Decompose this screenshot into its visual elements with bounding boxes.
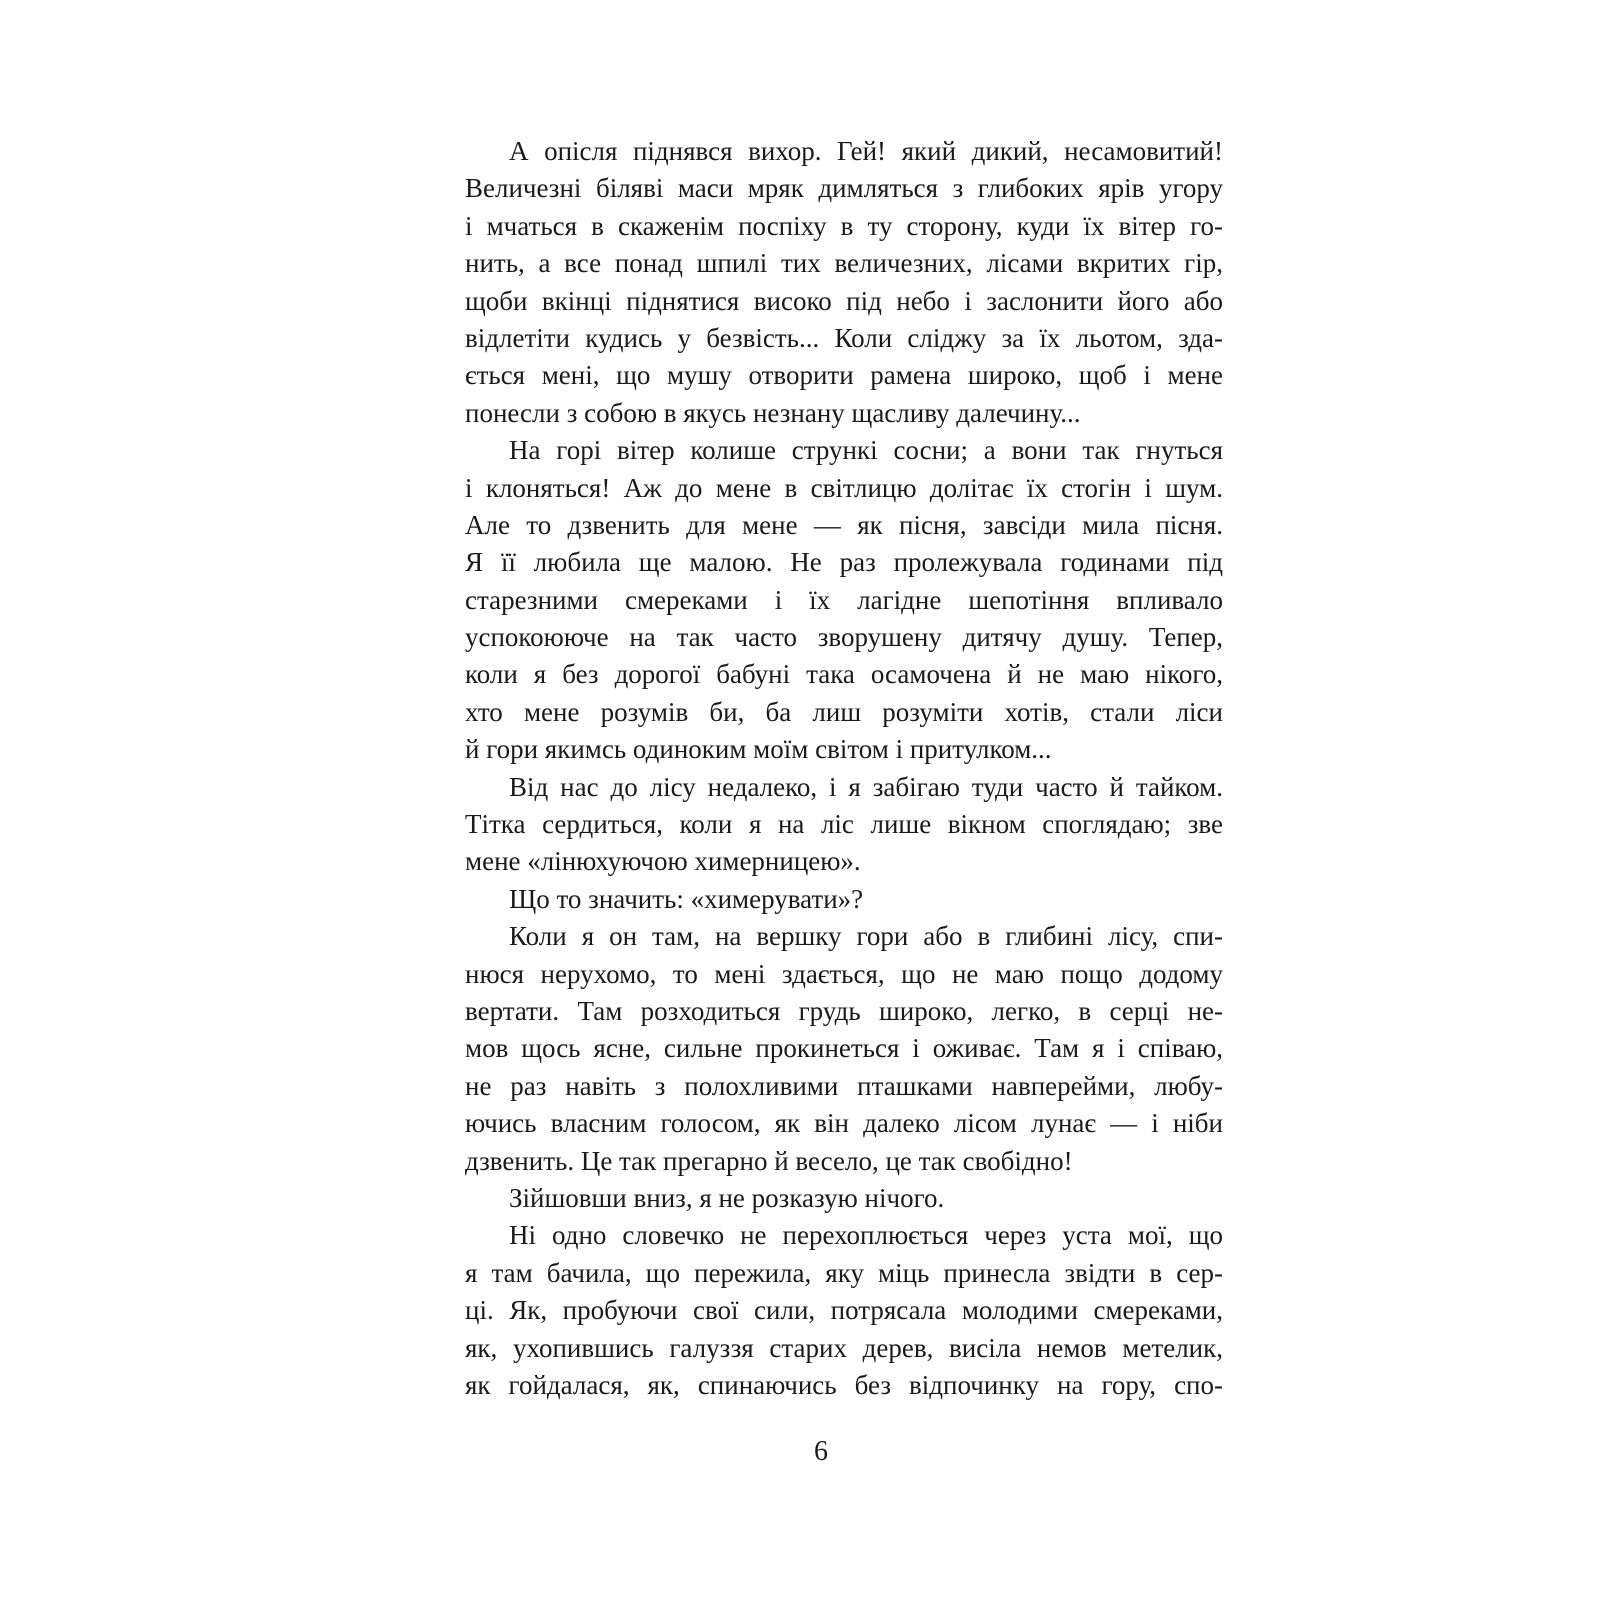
page-number: 6: [814, 1436, 828, 1467]
text-line: На горі вітер колише стрункі сосни; а вони так гнуться: [509, 435, 1223, 466]
text-line: Коли я он там, на вершку гори або в глибині лісу, спи-: [509, 921, 1223, 952]
text-line: ці. Як, пробуючи свої сили, потрясала молодими смереками,: [465, 1295, 1223, 1326]
text-line: й гори якимсь одиноким моїм світом і притулком...: [465, 734, 1052, 765]
text-line: не раз навіть з полохливими пташками навперейми, любу-: [465, 1070, 1223, 1101]
text-line: Що то значить: «химерувати»?: [509, 883, 864, 914]
text-line: дзвенить. Це так прегарно й весело, це так свобідно!: [465, 1145, 1073, 1176]
text-line: Ні одно словечко не перехоплюється через уста мої, що: [509, 1220, 1223, 1251]
text-line: і клоняться! Аж до мене в світлицю долітає їх стогін і шум.: [465, 472, 1223, 503]
body-text: [465, 133, 1223, 1404]
text-line: коли я без дорогої бабуні така осамочена й не маю нікого,: [465, 659, 1223, 690]
text-line: Але то дзвенить для мене — як пісня, завсіди мила пісня.: [465, 509, 1223, 540]
text-line: вертати. Там розходиться грудь широко, легко, в серці не-: [465, 995, 1223, 1026]
text-line: відлетіти кудись у безвість... Коли сліджу за їх льотом, зда-: [465, 322, 1223, 353]
text-line: нить, а все понад шпилі тих величезних, лісами вкритих гір,: [465, 248, 1223, 279]
text-line: Зійшовши вниз, я не розказую нічого.: [509, 1182, 945, 1213]
text-line: Я її любила ще малою. Не раз пролежувала годинами під: [465, 547, 1223, 578]
text-line: як гойдалася, як, спинаючись без відпочинку на гору, спо-: [465, 1369, 1223, 1400]
text-line: нюся нерухомо, то мені здається, що не маю пощо додому: [465, 958, 1223, 989]
text-line: ючись власним голосом, як він далеко лісом лунає — і ніби: [465, 1108, 1223, 1139]
text-line: хто мене розумів би, ба лиш розуміти хотів, стали ліси: [465, 696, 1223, 727]
text-line: старезними смереками і їх лагідне шепотіння впливало: [465, 584, 1223, 615]
text-line: А опісля піднявся вихор. Гей! який дикий, несамовитий!: [509, 136, 1223, 166]
text-line: Тітка сердиться, коли я на ліс лише вікном споглядаю; зве: [465, 809, 1223, 840]
text-line: я там бачила, що пережила, яку міць принесла звідти в сер-: [465, 1257, 1223, 1288]
text-line: щоби вкінці піднятися високо під небо і заслонити його або: [465, 285, 1223, 316]
text-line: як, ухопившись галуззя старих дерев, висіла немов метелик,: [465, 1332, 1223, 1363]
text-line: ється мені, що мушу отворити рамена широко, щоб і мене: [465, 360, 1223, 391]
text-line: Від нас до лісу недалеко, і я забігаю туди часто й тайком.: [509, 771, 1223, 802]
text-line: понесли з собою в якусь незнану щасливу далечину...: [465, 397, 1081, 428]
text-line: мене «лінюхуючою химерницею».: [465, 846, 861, 877]
text-line: успокоююче на так часто зворушену дитячу душу. Тепер,: [465, 622, 1223, 653]
text-line: мов щось ясне, сильне прокинеться і оживає. Там я і співаю,: [465, 1033, 1223, 1064]
text-line: і мчаться в скаженім поспіху в ту сторону, куди їх вітер го-: [465, 210, 1223, 241]
text-line: Величезні біляві маси мряк димляться з глибоких ярів угору: [465, 173, 1223, 204]
